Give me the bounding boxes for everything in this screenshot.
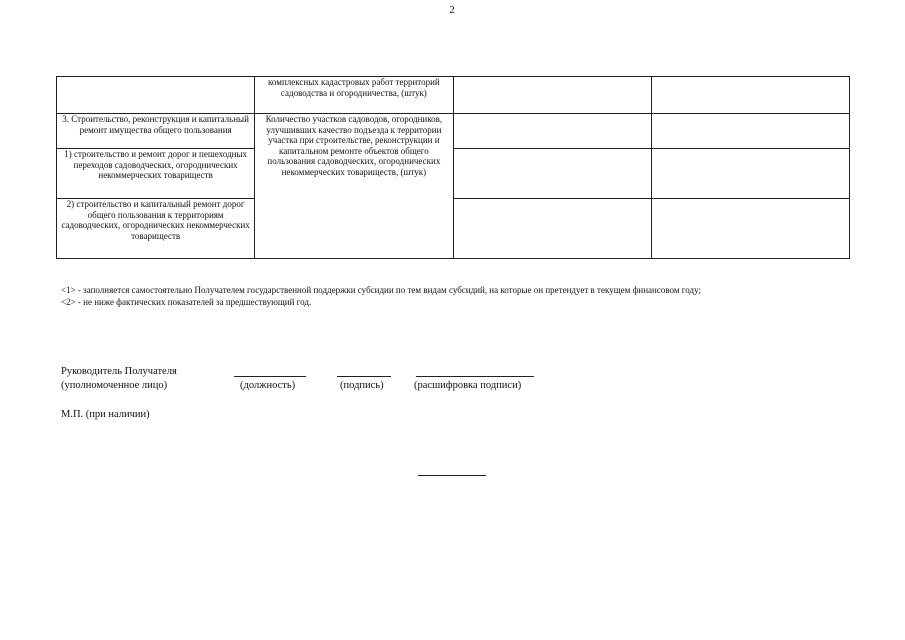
table-cell-name [57, 77, 255, 114]
table-cell-value [651, 199, 849, 259]
signature-caption: (подпись) [340, 380, 384, 391]
decode-caption: (расшифровка подписи) [414, 380, 522, 391]
table-cell-name: 1) строительство и ремонт дорог и пешеходных переходов садоводческих, огороднических некоммерческих товариществ [57, 149, 255, 199]
table-cell-value [651, 114, 849, 149]
table-row [57, 199, 850, 259]
table-cell-value [651, 77, 849, 114]
signature-head-label: Руководитель Получателя [61, 366, 177, 377]
page-number: 2 [449, 4, 455, 16]
position-line [234, 376, 306, 377]
table-cell-value [453, 149, 651, 199]
table-cell-name: 2) строительство и капитальный ремонт дорог общего пользования к территориям садоводческих, огороднических некоммерческих товариществ [57, 199, 255, 259]
table-row [57, 77, 850, 114]
table-cell-value [453, 77, 651, 114]
footnotes [61, 285, 701, 308]
table-cell-name: 3. Строительство, реконструкция и капитальный ремонт имущества общего пользования [57, 114, 255, 149]
table-cell-value [453, 199, 651, 259]
signature-head-sublabel: (уполномоченное лицо) [61, 380, 168, 391]
indicators-table [56, 76, 850, 259]
end-divider [418, 475, 486, 476]
table-row [57, 114, 850, 149]
footnote-2: <2> - не ниже фактических показателей за предшествующий год. [61, 296, 312, 307]
signature-line [337, 376, 391, 377]
table-cell-indicator-merged: Количество участков садоводов, огородников, улучшивших качество подъезда к территории участка при строительстве, реконструкции и капитальном ремонте объектов общего пользования садоводческих, огороднических некоммерческих товариществ, (штук) [255, 114, 453, 259]
table-cell-indicator: комплексных кадастровых работ территорий садоводства и огородничества, (штук) [255, 77, 453, 114]
table-cell-value [453, 114, 651, 149]
table-cell-value [651, 149, 849, 199]
position-caption: (должность) [240, 380, 296, 391]
stamp-label: М.П. (при наличии) [61, 409, 150, 420]
decode-line [416, 376, 534, 377]
table-row [57, 149, 850, 199]
footnote-1: <1> - заполняется самостоятельно Получателем государственной поддержки субсидии по тем видам субсидий, на которые он претендует в текущем финансовом году; [61, 285, 701, 295]
